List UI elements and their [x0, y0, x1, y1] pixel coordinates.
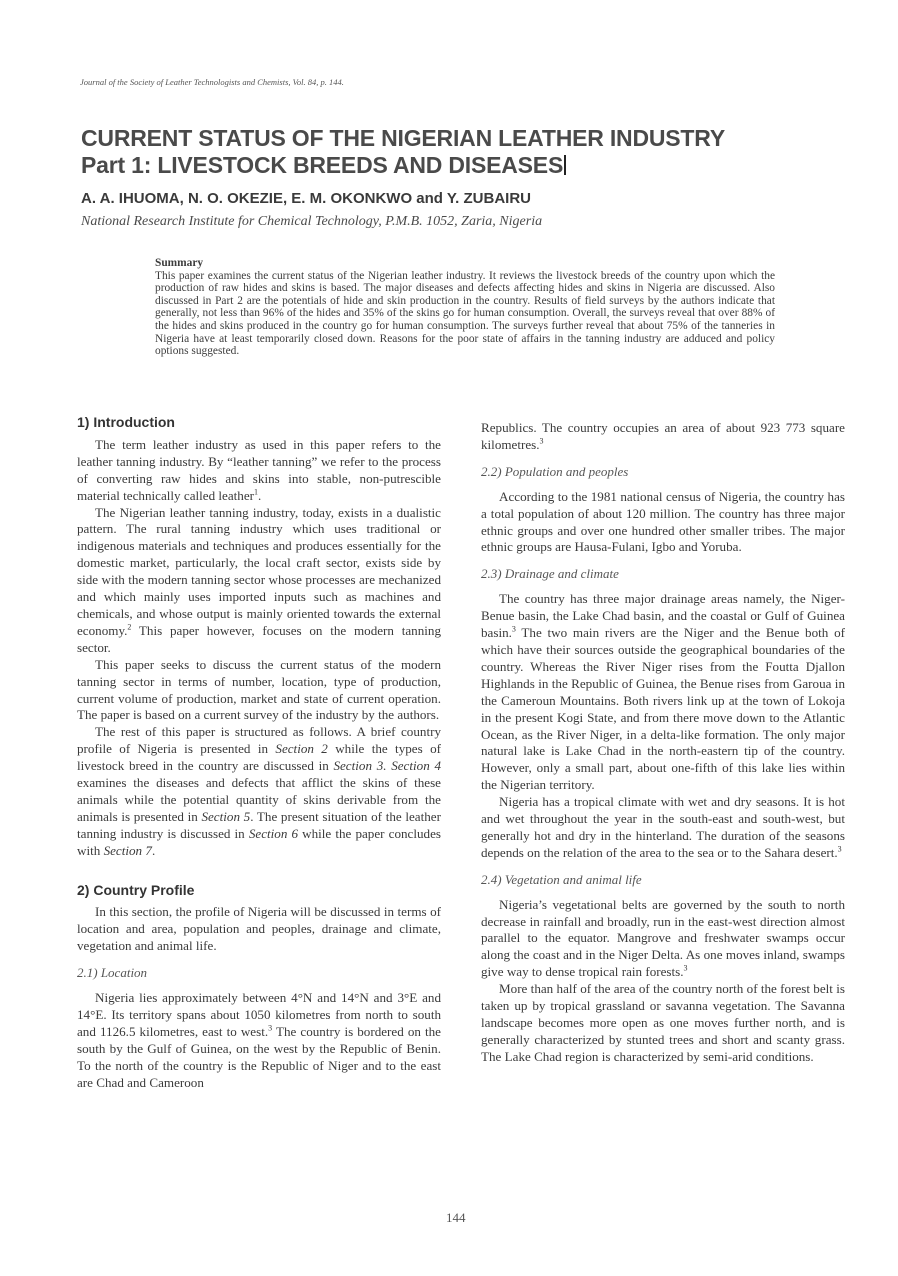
summary-text: This paper examines the current status of the Nigerian leather industry. It reviews the livestock breeds of the country upon which the production of raw hides and skins is based. The major diseases and defects affecting hides and skins in Nigeria are discussed. Also discussed in Part 2 are the potentials of hide and skin production in the country. Results of field surveys by the authors indicate that generally, not less than 96% of the hides and 35% of the skins go for human consumption. Overall, the surveys reveal that over 88% of the hides and skins produced in the country go for human consumption. The surveys further reveal that about 75% of the tanneries in Nigeria have at least temporarily closed down. Reasons for the poor state of affairs in the tanning industry are adduced and policy options suggested. — [155, 269, 775, 358]
page-number: 144 — [446, 1210, 466, 1225]
left-column — [77, 414, 441, 1092]
subsection-heading-location: 2.1) Location — [77, 965, 148, 981]
article-title — [81, 125, 725, 179]
paragraph: The country has three major drainage areas namely, the Niger-Benue basin, the Lake Chad basin, and the coastal or Gulf of Guinea basin.$^3$ The two main rivers are the Niger and the Benue both of which have their sources outside the geographical boundaries of the country. Whereas the River Niger rises from the Foutta Djallon Highlands in the Republic of Guinea, the Benue rises from Garoua in the Cameroun Mountains. Both rivers link up at the town of Lokoja in the present Kogi State, and from there move down to the Atlantic Ocean, as the River Niger, in a delta-like formation. The only major natural lake is Lake Chad in the north-eastern tip of the country. However, only a small part, about one-fifth of this lake lies within the Nigerian territory. — [481, 591, 845, 793]
paragraph: Nigeria’s vegetational belts are governed by the south to north decrease in rainfall and broadly, run in the east-west direction almost parallel to the equator. Mangrove and freshwater swamps occur along the coast and in the Niger Delta. As one moves inland, swamps give way to dense tropical rain forests.$^3$ — [481, 896, 845, 980]
title-line-1: CURRENT STATUS OF THE NIGERIAN LEATHER INDUSTRY — [81, 125, 725, 151]
paragraph: The rest of this paper is structured as follows. A brief country profile of Nigeria is presented in Section 2 while the types of livestock breed in the country are discussed in Section 3. Section 4 examines the diseases and defects that afflict the skins of these animals while the potential quantity of skins derivable from the animals is presented in Section 5. The present situation of the leather tanning industry is discussed in Section 6 while the paper concludes with Section 7. — [77, 724, 441, 858]
paragraph: Republics. The country occupies an area of about 923 773 square kilometres.$^3$ — [481, 420, 845, 452]
summary-block — [155, 257, 775, 358]
right-column — [481, 420, 845, 1066]
paragraph: This paper seeks to discuss the current status of the modern tanning sector in terms of number, location, type of production, current volume of production, market and state of current operation. The paper is based on a current survey of the industry by the authors. — [77, 656, 441, 723]
journal-citation: Journal of the Society of Leather Technologists and Chemists, Vol. 84, p. 144. — [80, 77, 344, 87]
paragraph: Nigeria lies approximately between 4°N and 14°N and 3°E and 14°E. Its territory spans about 1050 kilometres from north to south and 1126.5 kilometres, east to west.$^3$ The country is bordered on the south by the Gulf of Guinea, on the west by the Republic of Benin. To the north of the country is the Republic of Niger and to the east are Chad and Cameroon — [77, 990, 441, 1090]
text-cursor — [564, 155, 566, 175]
title-line-2: Part 1: LIVESTOCK BREEDS AND DISEASES — [81, 152, 564, 178]
paragraph: According to the 1981 national census of Nigeria, the country has a total population of about 120 million. The country has three major ethnic groups and over one hundred other smaller tribes. The major ethnic groups are Hausa-Fulani, Igbo and Yoruba. — [481, 488, 845, 555]
paragraph: The Nigerian leather tanning industry, today, exists in a dualistic pattern. The rural tanning industry which uses traditional or indigenous materials and techniques and produces essentially for the domestic market, particularly, the local craft sector, exists side by side with the modern tanning sector whose processes are mechanized and which mainly uses imported inputs such as machines and chemicals, and whose output is mainly oriented towards the external economy.$^2$ This paper however, focuses on the modern tanning sector. — [77, 504, 441, 655]
paragraph: Nigeria has a tropical climate with wet and dry seasons. It is hot and wet throughout the year in the south-east and south-west, but generally hot and dry in the hinterland. The duration of the seasons depends on the relation of the area to the sea or to the Sahara desert.$^3$ — [481, 794, 845, 860]
subsection-heading-vegetation: 2.4) Vegetation and animal life — [481, 871, 642, 887]
authors: A. A. IHUOMA, N. O. OKEZIE, E. M. OKONKWO and Y. ZUBAIRU — [81, 190, 532, 207]
summary-heading: Summary — [155, 257, 204, 269]
subsection-heading-drainage: 2.3) Drainage and climate — [481, 566, 619, 582]
subsection-heading-population: 2.2) Population and peoples — [481, 463, 629, 479]
section-heading-country-profile: 2) Country Profile — [77, 881, 195, 898]
section-heading-introduction: 1) Introduction — [77, 414, 175, 430]
paragraph: More than half of the area of the country north of the forest belt is taken up by tropical grassland or savanna vegetation. The Savanna landscape becomes more open as one moves further north, and is generally characterized by stunted trees and short and scanty grass. The Lake Chad region is characterized by semi-arid conditions. — [481, 981, 845, 1064]
affiliation: National Research Institute for Chemical Technology, P.M.B. 1052, Zaria, Nigeria — [81, 214, 543, 229]
paragraph: In this section, the profile of Nigeria will be discussed in terms of location and area, population and peoples, drainage and climate, vegetation and animal life. — [77, 904, 441, 954]
paragraph: The term leather industry as used in this paper refers to the leather tanning industry. By “leather tanning” we refer to the process of converting raw hides and skins into stable, non-putrescible material technically called leather$^1$. — [77, 436, 441, 503]
